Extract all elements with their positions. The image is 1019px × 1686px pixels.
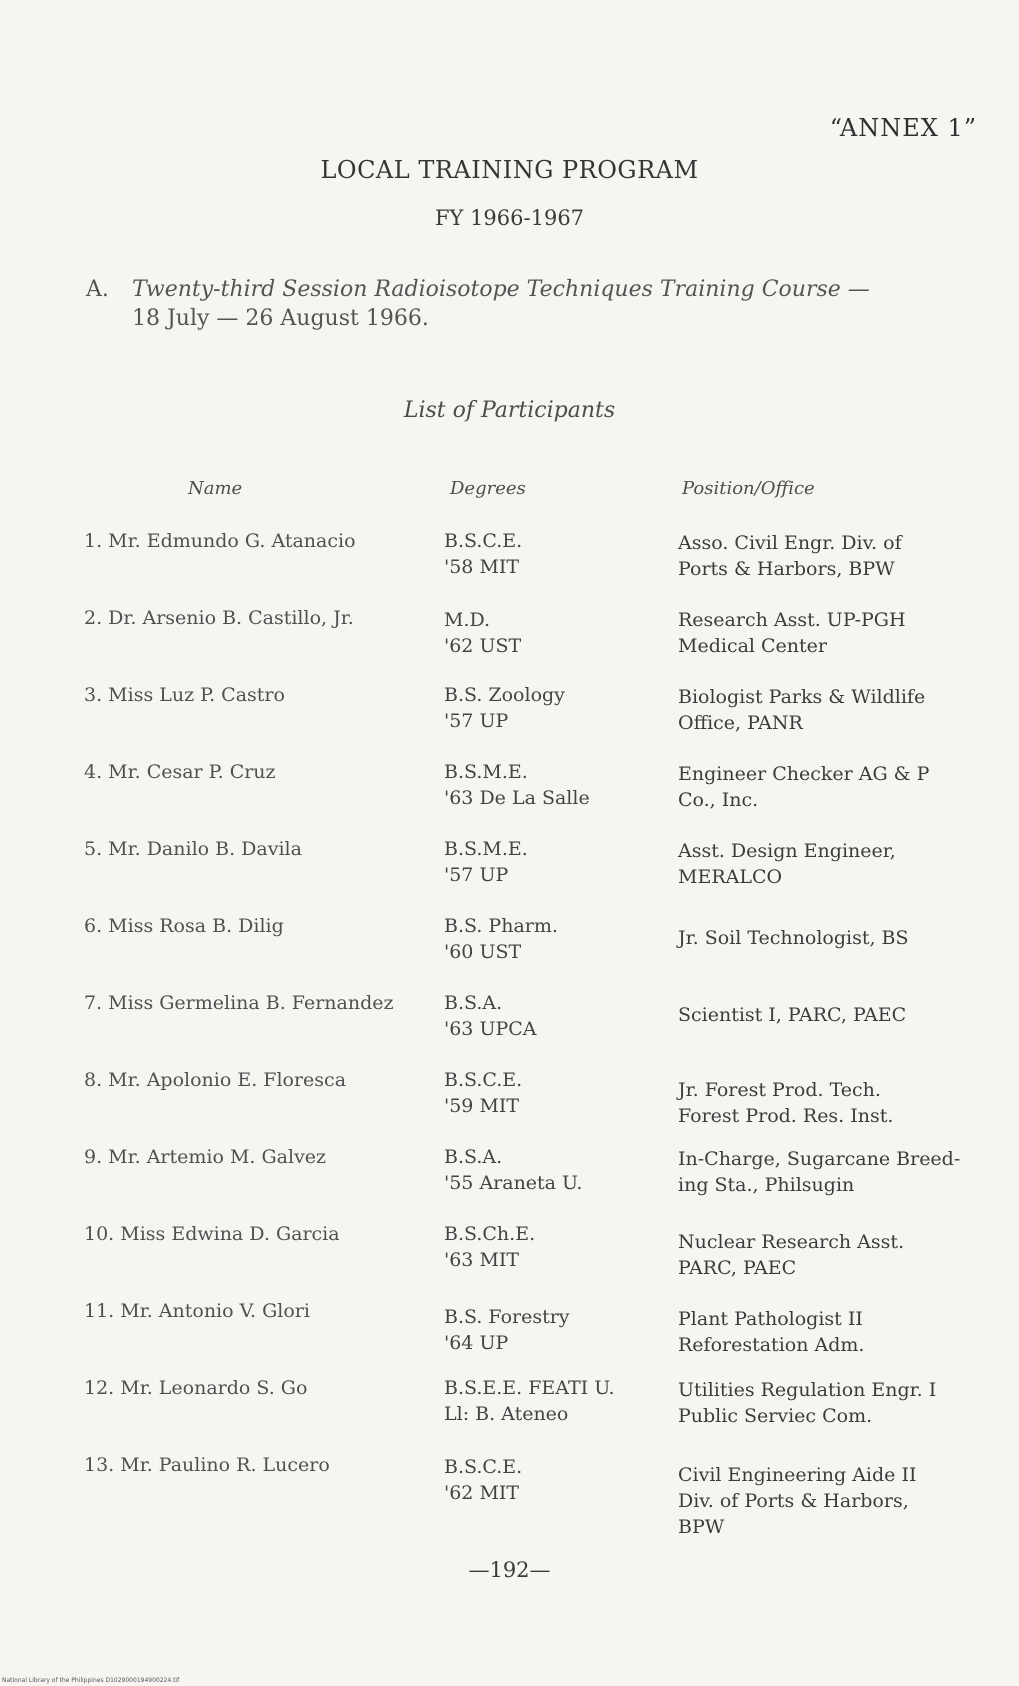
degree-line: '58 MIT [444, 556, 520, 578]
position-line: MERALCO [678, 866, 783, 888]
course-section [86, 276, 946, 333]
degree-line: B.S.M.E. [444, 838, 528, 860]
column-header-name: Name [188, 478, 243, 499]
participant-name: 7. Miss Germelina B. Fernandez [84, 992, 394, 1014]
position-line: Office, PANR [678, 712, 803, 734]
degree-line: '62 MIT [444, 1482, 520, 1504]
position-line: Plant Pathologist II [678, 1308, 863, 1330]
degree-line: B.S. Pharm. [444, 915, 558, 937]
section-letter: A. [86, 277, 109, 302]
list-heading: List of Participants [403, 398, 616, 423]
column-header-position: Position/Office [682, 478, 815, 499]
position-line: Utilities Regulation Engr. I [678, 1379, 937, 1401]
participant-name: 4. Mr. Cesar P. Cruz [84, 761, 276, 783]
scan-credit: National Library of the Philippines D1029000194900224.tif [2, 1677, 180, 1684]
position-line: Research Asst. UP-PGH [678, 609, 906, 631]
participant-name: 10. Miss Edwina D. Garcia [84, 1223, 340, 1245]
course-title: Twenty-third Session Radioisotope Techniques Training Course — [132, 277, 870, 302]
degree-line: '63 UPCA [444, 1018, 537, 1040]
participant-position [678, 1377, 978, 1429]
participant-name: 3. Miss Luz P. Castro [84, 684, 285, 706]
participant-name: 11. Mr. Antonio V. Glori [84, 1300, 310, 1322]
degree-line: B.S.E.E. FEATI U. [444, 1377, 615, 1399]
participant-row [0, 1452, 1019, 1538]
participant-name: 1. Mr. Edmundo G. Atanacio [84, 530, 356, 552]
degree-line: B.S. Zoology [444, 684, 565, 706]
participant-name: 6. Miss Rosa B. Dilig [84, 915, 284, 937]
participant-name: 8. Mr. Apolonio E. Floresca [84, 1069, 347, 1091]
annex-label: “ANNEX 1” [829, 114, 977, 142]
position-line: Public Serviec Com. [678, 1405, 873, 1427]
position-line: Co., Inc. [678, 789, 759, 811]
participant-position [678, 684, 978, 736]
participant-row [0, 836, 1019, 912]
participant-degree [444, 836, 664, 888]
participant-degree [444, 1454, 664, 1506]
participant-position [678, 1229, 978, 1281]
degree-line: '62 UST [444, 635, 522, 657]
participant-row [0, 913, 1019, 989]
position-line: PARC, PAEC [678, 1257, 797, 1279]
degree-line: '63 MIT [444, 1249, 520, 1271]
participant-degree [444, 990, 664, 1042]
position-line: Jr. Soil Technologist, BS [678, 927, 909, 949]
participant-row [0, 1375, 1019, 1451]
position-line: Nuclear Research Asst. [678, 1231, 905, 1253]
participant-position [678, 761, 978, 813]
degree-line: B.S. Forestry [444, 1306, 570, 1328]
position-line: In-Charge, Sugarcane Breed- [678, 1148, 961, 1170]
participant-row [0, 682, 1019, 758]
participant-row [0, 759, 1019, 835]
participant-name: 12. Mr. Leonardo S. Go [84, 1377, 308, 1399]
page-title: LOCAL TRAINING PROGRAM [320, 156, 699, 184]
position-line: ing Sta., Philsugin [678, 1174, 855, 1196]
participant-degree [444, 682, 664, 734]
participant-position [678, 1146, 978, 1198]
participant-row [0, 1298, 1019, 1374]
participant-row [0, 1221, 1019, 1297]
page-number: —192— [468, 1558, 551, 1582]
participant-degree [444, 528, 664, 580]
participant-name: 13. Mr. Paulino R. Lucero [84, 1454, 330, 1476]
position-line: Div. of Ports & Harbors, [678, 1490, 909, 1512]
participant-row [0, 528, 1019, 604]
degree-line: '57 UP [444, 864, 509, 886]
degree-line: '63 De La Salle [444, 787, 590, 809]
participant-degree [444, 1144, 664, 1196]
participant-degree [444, 1067, 664, 1119]
position-line: Engineer Checker AG & P [678, 763, 930, 785]
participant-row [0, 990, 1019, 1066]
participant-position [678, 1002, 978, 1028]
position-line: Forest Prod. Res. Inst. [678, 1105, 894, 1127]
position-line: Jr. Forest Prod. Tech. [678, 1079, 881, 1101]
degree-line: B.S.Ch.E. [444, 1223, 536, 1245]
degree-line: B.S.A. [444, 1146, 503, 1168]
participant-row [0, 1144, 1019, 1220]
participant-position [678, 530, 978, 582]
participant-degree [444, 1375, 664, 1427]
participant-degree [444, 913, 664, 965]
participant-position [678, 1462, 978, 1540]
participant-name: 5. Mr. Danilo B. Davila [84, 838, 302, 860]
participant-degree [444, 1304, 664, 1356]
position-line: Medical Center [678, 635, 828, 657]
degree-line: Ll: B. Ateneo [444, 1403, 569, 1425]
position-line: Scientist I, PARC, PAEC [678, 1004, 907, 1026]
participant-name: 9. Mr. Artemio M. Galvez [84, 1146, 327, 1168]
participant-row [0, 1067, 1019, 1143]
participant-name: 2. Dr. Arsenio B. Castillo, Jr. [84, 607, 354, 629]
participant-row [0, 605, 1019, 681]
course-dates: 18 July — 26 August 1966. [132, 305, 429, 331]
degree-line: '57 UP [444, 710, 509, 732]
degree-line: B.S.C.E. [444, 530, 523, 552]
degree-line: B.S.C.E. [444, 1069, 523, 1091]
position-line: Reforestation Adm. [678, 1334, 865, 1356]
position-line: Asst. Design Engineer, [678, 840, 896, 862]
course-line [86, 276, 946, 305]
participant-position [678, 1077, 978, 1129]
participant-position [678, 607, 978, 659]
degree-line: '59 MIT [444, 1095, 520, 1117]
participant-position [678, 1306, 978, 1358]
participant-degree [444, 607, 664, 659]
degree-line: B.S.A. [444, 992, 503, 1014]
participant-position [678, 925, 978, 951]
fiscal-year: FY 1966-1967 [434, 206, 585, 230]
column-header-degrees: Degrees [450, 478, 526, 499]
position-line: Ports & Harbors, BPW [678, 558, 895, 580]
position-line: BPW [678, 1516, 725, 1538]
degree-line: '60 UST [444, 941, 522, 963]
participant-degree [444, 759, 664, 811]
degree-line: B.S.M.E. [444, 761, 528, 783]
degree-line: '64 UP [444, 1332, 509, 1354]
position-line: Civil Engineering Aide II [678, 1464, 917, 1486]
position-line: Asso. Civil Engr. Div. of [678, 532, 902, 554]
position-line: Biologist Parks & Wildlife [678, 686, 926, 708]
participant-position [678, 838, 978, 890]
degree-line: '55 Araneta U. [444, 1172, 583, 1194]
participant-degree [444, 1221, 664, 1273]
degree-line: M.D. [444, 609, 491, 631]
degree-line: B.S.C.E. [444, 1456, 523, 1478]
